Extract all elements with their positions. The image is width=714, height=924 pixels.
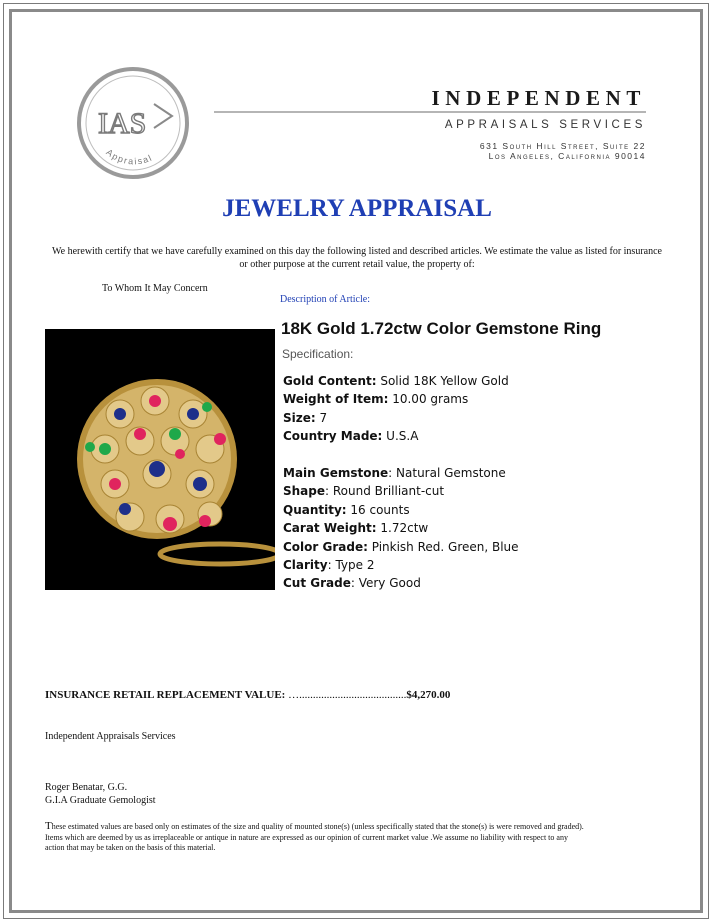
address-line-1: 631 South Hill Street, Suite 22 xyxy=(479,141,646,151)
spec-value: 10.00 grams xyxy=(388,392,469,407)
spec-label: Cut Grade xyxy=(283,576,351,591)
spec-value: : Natural Gemstone xyxy=(388,466,506,481)
spec-clarity xyxy=(283,556,519,574)
spec-value: Pinkish Red. Green, Blue xyxy=(367,539,519,554)
spec-value: 1.72ctw xyxy=(376,521,429,536)
spec-carat-weight xyxy=(283,519,519,537)
spec-shape xyxy=(283,482,519,500)
address-line-2: Los Angeles, California 90014 xyxy=(488,151,646,161)
replacement-value-label: INSURANCE RETAIL REPLACEMENT VALUE: xyxy=(45,689,286,701)
company-name: INDEPENDENT xyxy=(431,86,646,110)
disclaimer-text: hese estimated values are based only on estimates of the size and quality of mounted stone(s) (unless specifically stated that the stone(s) is were removed and graded). Items which are deemed by us as irreplaceable or antique in nature are expressed as our opinion of current market value .We assume no liability with respect to any action that may be taken on the basis of this material. xyxy=(45,822,584,852)
logo-ring-text: Appraisal xyxy=(104,147,155,167)
header-rule xyxy=(214,111,646,113)
description-label: Description of Article: xyxy=(280,294,370,305)
spec-country xyxy=(283,427,519,445)
specification-label: Specification: xyxy=(282,347,354,361)
ias-logo-icon xyxy=(76,66,190,180)
spec-main-gemstone xyxy=(283,464,519,482)
company-subtitle: APPRAISALS SERVICES xyxy=(444,119,646,131)
recipient: To Whom It May Concern xyxy=(102,283,208,294)
spec-size xyxy=(283,409,519,427)
spec-label: Clarity xyxy=(283,558,328,573)
spec-label: Quantity: xyxy=(283,502,347,517)
replacement-value xyxy=(45,689,450,701)
gemstone-ring-photo xyxy=(45,329,275,590)
document-title: JEWELRY APPRAISAL xyxy=(222,195,492,222)
appraiser-title: G.I.A Graduate Gemologist xyxy=(45,795,156,806)
spec-label: Color Grade: xyxy=(283,539,368,554)
logo-letters: IAS xyxy=(98,107,147,140)
spec-label: Carat Weight: xyxy=(283,521,377,536)
spec-color-grade xyxy=(283,538,519,556)
replacement-value-amount: $4,270.00 xyxy=(406,689,451,701)
certification-text: We herewith certify that we have carefully examined on this day the following listed and described articles. We estimate the value as listed for insurance or other purpose at the current retail value, the property of: xyxy=(52,246,662,270)
appraiser-name: Roger Benatar, G.G. xyxy=(45,782,128,793)
spec-label: Size: xyxy=(283,410,316,425)
spec-gold-content xyxy=(283,372,519,390)
replacement-value-dots: …....................................... xyxy=(285,689,407,701)
spec-cut-grade xyxy=(283,574,519,592)
spec-value: Solid 18K Yellow Gold xyxy=(376,374,509,388)
spec-value: : Type 2 xyxy=(327,558,375,573)
spec-weight xyxy=(283,390,519,408)
disclaimer-first-letter: T xyxy=(45,820,52,832)
spec-quantity xyxy=(283,501,519,519)
item-title: 18K Gold 1.72ctw Color Gemstone Ring xyxy=(281,319,602,338)
spec-label: Main Gemstone xyxy=(283,466,389,481)
disclaimer xyxy=(45,821,585,854)
spec-value: : Round Brilliant-cut xyxy=(325,484,445,499)
spec-label: Weight of Item: xyxy=(283,392,389,407)
spec-value: 16 counts xyxy=(346,502,410,517)
signoff-company: Independent Appraisals Services xyxy=(45,731,176,742)
spec-spacer xyxy=(283,446,519,464)
spec-value: U.S.A xyxy=(382,429,419,444)
specification-list xyxy=(283,372,519,593)
spec-label: Shape xyxy=(283,484,326,499)
spec-label: Country Made: xyxy=(283,429,383,444)
spec-label: Gold Content: xyxy=(283,374,377,388)
spec-value: 7 xyxy=(315,410,328,425)
spec-value: : Very Good xyxy=(350,576,421,591)
